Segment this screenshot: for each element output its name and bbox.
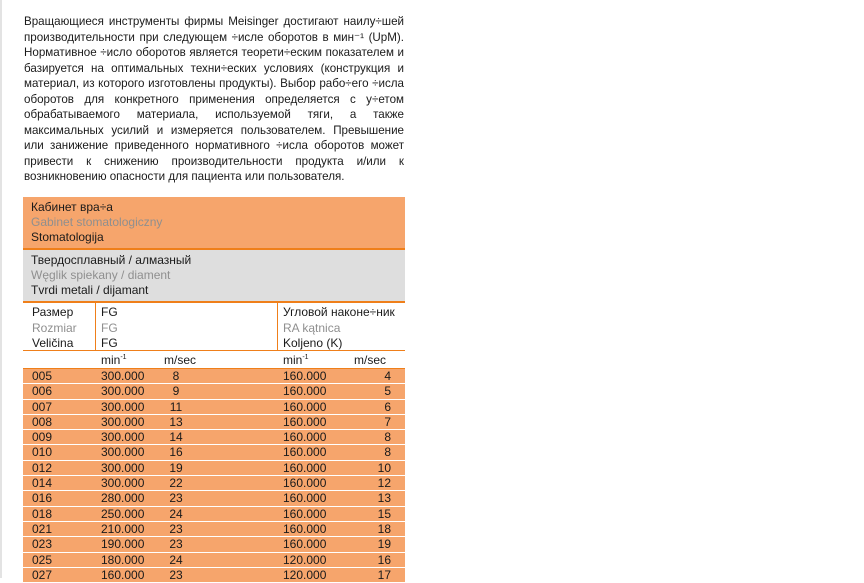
cell-size: 014 bbox=[32, 476, 53, 491]
table-row bbox=[23, 568, 405, 583]
table-row bbox=[23, 369, 405, 384]
cell-size: 007 bbox=[32, 399, 53, 414]
cell-fg-rpm: 300.000 bbox=[101, 476, 145, 491]
cell-ra-rpm: 160.000 bbox=[283, 491, 327, 506]
cell-ra-rpm: 160.000 bbox=[283, 521, 327, 536]
unit-fg-min-sup: -1 bbox=[120, 354, 127, 361]
cell-size: 010 bbox=[32, 445, 53, 460]
cell-ra-rpm: 160.000 bbox=[283, 506, 327, 521]
cell-ra-speed: 4 bbox=[384, 369, 391, 383]
cell-ra-rpm: 160.000 bbox=[283, 399, 327, 414]
units-row bbox=[23, 351, 405, 369]
cell-fg-speed: 24 bbox=[169, 506, 183, 521]
cell-size: 025 bbox=[32, 552, 53, 567]
cell-fg-speed: 23 bbox=[169, 491, 183, 506]
cell-fg-speed: 14 bbox=[169, 430, 183, 445]
table-row bbox=[23, 553, 405, 568]
section-material-ru: Твердосплавный / алмазный bbox=[31, 253, 192, 267]
table-row bbox=[23, 476, 405, 491]
cell-fg-rpm: 210.000 bbox=[101, 521, 145, 536]
unit-fg-min bbox=[101, 353, 127, 367]
cell-ra-speed: 15 bbox=[377, 506, 391, 521]
cell-ra-rpm: 160.000 bbox=[283, 537, 327, 552]
unit-fg-ms: m/sec bbox=[164, 353, 197, 367]
col-size-hr: Veličina bbox=[32, 336, 74, 350]
col-fg-header bbox=[101, 305, 118, 352]
cell-fg-speed: 24 bbox=[169, 552, 183, 567]
cell-ra-rpm: 160.000 bbox=[283, 460, 327, 475]
intro-paragraph: Вращающиеся инструменты фирмы Meisinger достигают наилу÷шей производительности при следующем ÷исле оборотов в мин⁻¹ (UpM). Нормативное ÷исло оборотов является теорети÷еским показателем и базируется на оптимальных техни÷еских условиях (конструкция и материал, из которого изготовлены продукты). Выбор рабо÷его ÷исла оборотов для конкретного применения определяется с у÷етом обрабатываемого материала, используемой тяги, а также максимальных усилий и измеряется пользователем. Превышение или занижение приведенного нормативного ÷исла оборотов может привести к снижению производительности продукта и/или к возникновению опасности для пациента или пользователя. bbox=[24, 15, 404, 183]
table-row bbox=[23, 400, 405, 415]
table-row bbox=[23, 461, 405, 476]
cell-fg-rpm: 300.000 bbox=[101, 369, 145, 383]
table-row bbox=[23, 537, 405, 552]
cell-fg-speed: 19 bbox=[169, 460, 183, 475]
col-size-ru: Размер bbox=[32, 305, 74, 319]
section-dental-office-pl: Gabinet stomatologiczny bbox=[31, 215, 163, 229]
table-row bbox=[23, 445, 405, 460]
cell-fg-rpm: 280.000 bbox=[101, 491, 145, 506]
cell-ra-speed: 19 bbox=[377, 537, 391, 552]
cell-size: 027 bbox=[32, 567, 53, 582]
section-material bbox=[23, 250, 405, 303]
speed-table bbox=[23, 197, 405, 583]
col-ra-header bbox=[283, 305, 395, 352]
cell-ra-rpm: 160.000 bbox=[283, 476, 327, 491]
cell-ra-speed: 18 bbox=[377, 521, 391, 536]
cell-ra-speed: 7 bbox=[384, 414, 391, 429]
cell-size: 006 bbox=[32, 384, 53, 399]
cell-fg-speed: 16 bbox=[169, 445, 183, 460]
cell-ra-rpm: 120.000 bbox=[283, 552, 327, 567]
section-material-pl: Węglik spiekany / diament bbox=[31, 268, 171, 282]
unit-ra-min bbox=[283, 353, 309, 367]
table-row bbox=[23, 384, 405, 399]
unit-ra-min-sup: -1 bbox=[302, 354, 309, 361]
cell-fg-rpm: 300.000 bbox=[101, 445, 145, 460]
cell-fg-rpm: 190.000 bbox=[101, 537, 145, 552]
col-ra-hr: Koljeno (K) bbox=[283, 336, 343, 350]
cell-ra-speed: 8 bbox=[384, 445, 391, 460]
cell-fg-rpm: 300.000 bbox=[101, 384, 145, 399]
cell-fg-rpm: 300.000 bbox=[101, 430, 145, 445]
table-row bbox=[23, 430, 405, 445]
col-ra-pl: RA kątnica bbox=[283, 320, 341, 335]
section-dental-office-ru: Кабинет вра÷а bbox=[31, 200, 113, 214]
cell-size: 009 bbox=[32, 430, 53, 445]
cell-fg-speed: 23 bbox=[169, 537, 183, 552]
cell-size: 012 bbox=[32, 460, 53, 475]
cell-ra-speed: 8 bbox=[384, 430, 391, 445]
cell-ra-rpm: 120.000 bbox=[283, 567, 327, 582]
col-size-header bbox=[32, 305, 77, 352]
cell-size: 021 bbox=[32, 521, 53, 536]
left-page-edge bbox=[0, 0, 2, 578]
cell-ra-rpm: 160.000 bbox=[283, 384, 327, 399]
cell-fg-speed: 13 bbox=[169, 414, 183, 429]
column-headers bbox=[23, 303, 405, 351]
cell-fg-rpm: 300.000 bbox=[101, 399, 145, 414]
col-size-pl: Rozmiar bbox=[32, 320, 77, 335]
cell-ra-speed: 12 bbox=[377, 476, 391, 491]
cell-ra-rpm: 160.000 bbox=[283, 445, 327, 460]
col-ra-ru: Угловой наконе÷ник bbox=[283, 305, 395, 319]
cell-fg-speed: 8 bbox=[172, 369, 180, 383]
cell-fg-speed: 23 bbox=[169, 567, 183, 582]
cell-ra-speed: 16 bbox=[377, 552, 391, 567]
col-fg-hr: FG bbox=[101, 336, 118, 350]
cell-fg-speed: 9 bbox=[172, 384, 180, 399]
cell-fg-rpm: 300.000 bbox=[101, 460, 145, 475]
cell-size: 023 bbox=[32, 537, 53, 552]
cell-fg-rpm: 160.000 bbox=[101, 567, 145, 582]
col-fg-pl: FG bbox=[101, 320, 118, 335]
cell-ra-speed: 6 bbox=[384, 399, 391, 414]
section-material-hr: Tvrdi metali / dijamant bbox=[31, 283, 149, 297]
cell-size: 008 bbox=[32, 414, 53, 429]
cell-size: 016 bbox=[32, 491, 53, 506]
cell-ra-speed: 17 bbox=[377, 567, 391, 582]
table-row bbox=[23, 491, 405, 506]
cell-fg-rpm: 250.000 bbox=[101, 506, 145, 521]
cell-fg-rpm: 180.000 bbox=[101, 552, 145, 567]
table-row bbox=[23, 507, 405, 522]
cell-fg-speed: 22 bbox=[169, 476, 183, 491]
unit-ra-min-text: min bbox=[283, 353, 303, 367]
table-body bbox=[23, 369, 405, 583]
cell-fg-speed: 23 bbox=[169, 521, 183, 536]
table-row bbox=[23, 415, 405, 430]
section-dental-office bbox=[23, 197, 405, 250]
cell-fg-speed: 11 bbox=[169, 399, 183, 414]
section-dental-office-hr: Stomatologija bbox=[31, 230, 104, 244]
col-fg-ru: FG bbox=[101, 305, 118, 319]
cell-ra-speed: 13 bbox=[377, 491, 391, 506]
cell-ra-rpm: 160.000 bbox=[283, 369, 327, 383]
cell-ra-speed: 10 bbox=[377, 460, 391, 475]
unit-ra-ms: m/sec bbox=[354, 353, 387, 367]
cell-ra-rpm: 160.000 bbox=[283, 414, 327, 429]
cell-size: 018 bbox=[32, 506, 53, 521]
table-row bbox=[23, 522, 405, 537]
cell-size: 005 bbox=[32, 369, 53, 383]
cell-ra-rpm: 160.000 bbox=[283, 430, 327, 445]
cell-ra-speed: 5 bbox=[384, 384, 391, 399]
cell-fg-rpm: 300.000 bbox=[101, 414, 145, 429]
unit-fg-min-text: min bbox=[101, 353, 121, 367]
